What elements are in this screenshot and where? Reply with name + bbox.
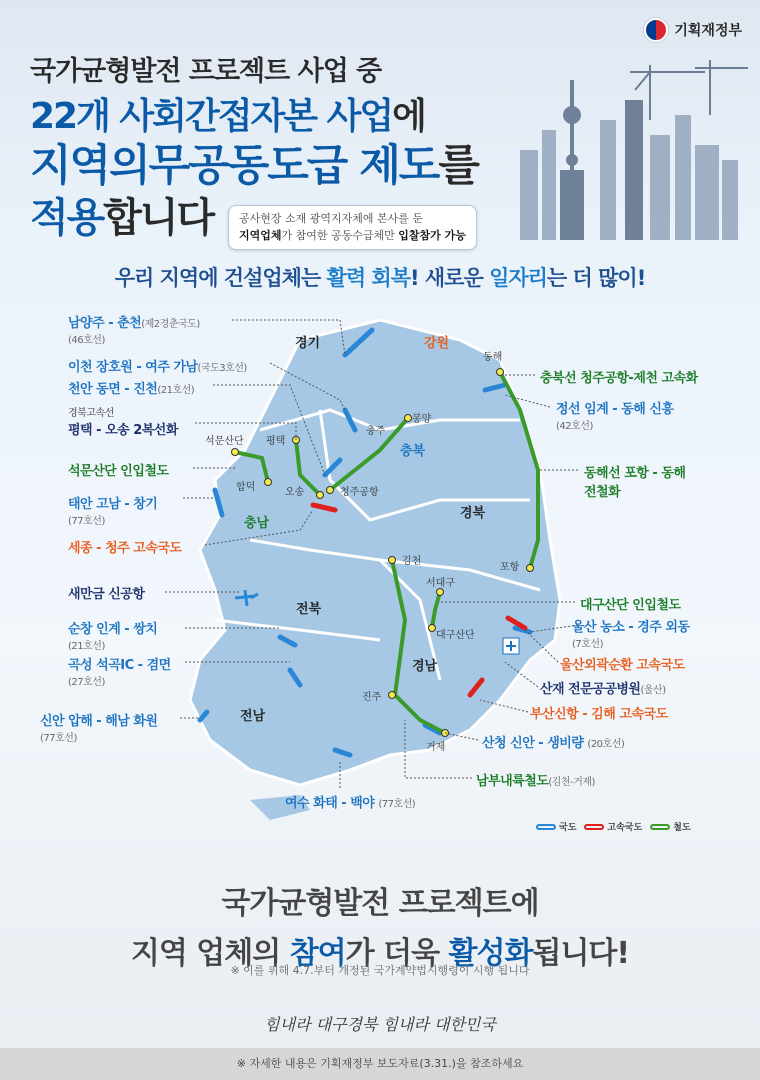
project-ulsan-gyeongju	[572, 616, 689, 650]
project-extra: (77호선)	[378, 799, 416, 810]
project-namyangju-chuncheon	[68, 312, 200, 346]
city-label: 봉양	[412, 414, 432, 425]
legend-label: 고속국도	[607, 823, 643, 833]
footnote: ※ 이를 위해 4.7.부터 개정된 국가계약법시행령이 시행 됩니다	[230, 964, 530, 977]
city-label: 서대구	[426, 578, 455, 589]
korea-project-map	[0, 300, 760, 840]
project-name: 석문산단 인입철도	[68, 464, 169, 479]
note-text: 가 참여한 공동수급체만	[281, 228, 399, 242]
city-label: 거제	[426, 742, 446, 753]
closing-accent: 참여	[289, 936, 346, 971]
project-sub: (77호선)	[40, 733, 77, 744]
subtitle	[0, 262, 760, 292]
project-name: 남양주 - 춘천	[68, 316, 142, 331]
brand-logo	[644, 18, 742, 42]
closing-text: 지역 업체의	[130, 936, 290, 971]
legend-expressway	[584, 820, 642, 833]
closing-message	[0, 878, 760, 972]
project-name: 동해선 포항 - 동해	[584, 466, 686, 481]
project-busan-gimhae	[530, 703, 668, 722]
project-sub: (42호선)	[556, 421, 593, 432]
project-name: 정선 임계 - 동해 신흥	[556, 402, 674, 417]
subtitle-text: 우리 지역에 건설업체는	[114, 266, 327, 290]
project-sub: (21호선)	[68, 641, 105, 652]
project-daegu-sandan-railway	[580, 594, 681, 613]
bottom-bar: ※ 자세한 내용은 기획재정부 보도자료(3.31.)을 참조하세요	[0, 1048, 760, 1080]
closing-line1: 국가균형발전 프로젝트에	[221, 886, 539, 921]
project-name: 세종 - 청주 고속국도	[68, 541, 182, 556]
headline-line2	[30, 98, 478, 136]
subtitle-text: ! 새로운	[410, 266, 490, 290]
project-chungbuk-line	[540, 367, 698, 386]
project-name: 울산외곽순환 고속국도	[560, 658, 685, 673]
city-skyline-illustration	[500, 60, 750, 250]
map-legend	[536, 820, 691, 833]
region-gyeongbuk: 경북	[460, 506, 486, 521]
note-line2	[239, 228, 466, 245]
project-name: 산재 전문공공병원	[540, 682, 641, 697]
city-label: 김천	[402, 556, 422, 567]
headline-accent: 지역의무공동도급 제도	[30, 141, 439, 192]
headline-line3	[30, 141, 478, 192]
project-extra: (21호선)	[157, 385, 195, 396]
project-extra: (울산)	[640, 685, 666, 696]
closing-text: 가 더욱	[345, 936, 449, 971]
slogan: 힘내라 대구경북 힘내라 대한민국	[264, 1015, 496, 1034]
region-jeonbuk: 전북	[296, 602, 322, 617]
project-pyeongtaek-osong	[68, 404, 178, 438]
city-label: 충주	[366, 426, 386, 437]
project-sub: (46호선)	[68, 335, 105, 346]
closing-accent: 활성화	[448, 936, 533, 971]
city-label: 오송	[285, 487, 305, 498]
project-sub: (27호선)	[68, 677, 105, 688]
project-yeosu	[285, 792, 415, 811]
project-extra: (김천-거제)	[548, 777, 595, 788]
rail-swatch	[650, 824, 670, 830]
legend-rail	[650, 820, 690, 833]
project-name: 곡성 석곡IC - 겸면	[68, 658, 171, 673]
city-label: 대구산단	[436, 630, 475, 641]
region-chungbuk: 충북	[400, 444, 426, 459]
subtitle-accent: 일자리	[489, 266, 547, 290]
project-name: 천안 동면 - 진천	[68, 382, 158, 397]
project-gokseong	[68, 654, 171, 688]
project-extra: (제2경춘국도)	[141, 319, 200, 330]
headline-accent: 적용	[30, 195, 104, 242]
project-sub: 전철화	[584, 485, 621, 500]
expressway-swatch	[584, 824, 604, 830]
region-gangwon: 강원	[424, 336, 450, 351]
project-name: 산청 신안 - 생비량	[482, 736, 584, 751]
subtitle-accent: 활력 회복	[326, 266, 410, 290]
project-name: 순창 인계 - 쌍치	[68, 622, 158, 637]
project-name: 충북선 청주공항-제천 고속화	[540, 371, 698, 386]
project-name: 대구산단 인입철도	[580, 598, 681, 613]
eligibility-note	[228, 205, 477, 250]
headline-rest: 를	[438, 141, 478, 192]
city-label: 석문산단	[205, 436, 244, 447]
city-label: 합덕	[236, 482, 256, 493]
legend-road	[536, 820, 576, 833]
project-sub: (7호선)	[572, 639, 603, 650]
city-label: 포항	[500, 562, 520, 573]
headline-accent: 22개 사회간접자본 사업	[30, 96, 393, 138]
note-bold: 입찰참가 가능	[398, 228, 466, 242]
hospital-icon	[503, 638, 519, 654]
project-donghae-line	[584, 462, 685, 500]
project-extra: (20호선)	[587, 739, 625, 750]
legend-label: 국도	[559, 823, 577, 833]
project-taean	[68, 493, 157, 527]
note-line1: 공사현장 소재 광역지자체에 본사를 둔	[239, 212, 424, 225]
headline-line1: 국가균형발전 프로젝트 사업 중	[30, 56, 382, 87]
city-label: 진주	[362, 692, 382, 703]
project-name: 이천 장호원 - 여주 가남	[68, 360, 198, 375]
project-sub: (77호선)	[68, 516, 105, 527]
city-label: 청주공항	[340, 487, 379, 498]
project-icheon-yeoju	[68, 356, 247, 375]
project-name: 부산신항 - 김해 고속국도	[530, 707, 668, 722]
headline-rest: 합니다	[103, 195, 214, 242]
project-name: 새만금 신공항	[68, 587, 145, 602]
subtitle-text: 는 더 많이!	[546, 266, 646, 290]
project-cheonan-jincheon	[68, 378, 194, 397]
note-bold: 지역업체	[239, 228, 282, 242]
region-gyeongnam: 경남	[412, 659, 438, 674]
region-gyeonggi: 경기	[295, 336, 321, 351]
project-sinan	[40, 710, 157, 744]
project-ulsan-hospital	[540, 678, 666, 697]
project-extra: (국도3호선)	[197, 363, 247, 374]
project-sancheong	[482, 732, 624, 751]
project-sejong-cheongju	[68, 537, 181, 556]
legend-label: 철도	[673, 823, 691, 833]
region-chungnam: 충남	[244, 516, 270, 531]
city-label: 평택	[266, 436, 286, 447]
project-saemangeum-airport	[68, 583, 144, 602]
city-label: 동해	[483, 352, 503, 363]
brand-name: 기획재정부	[674, 23, 742, 39]
project-sunchang	[68, 618, 157, 652]
project-sub: 경북고속선	[68, 408, 114, 419]
project-name: 신안 압해 - 해남 화원	[40, 714, 158, 729]
project-ulsan-expressway	[560, 654, 685, 673]
project-nambu-naeryuk	[476, 770, 595, 789]
region-jeonnam: 전남	[240, 709, 266, 724]
project-seokmun-railway	[68, 460, 169, 479]
project-name: 태안 고남 - 창기	[68, 497, 158, 512]
taegeuk-icon	[644, 18, 668, 42]
road-swatch	[536, 824, 556, 830]
project-name: 울산 농소 - 경주 외동	[572, 620, 690, 635]
headline-rest: 에	[392, 96, 425, 138]
project-name: 평택 - 오송 2복선화	[68, 423, 178, 438]
closing-text: 됩니다!	[532, 936, 630, 971]
project-jeongseon	[556, 398, 673, 432]
project-name: 남부내륙철도	[476, 774, 549, 789]
project-name: 여수 화태 - 백야	[285, 796, 375, 811]
